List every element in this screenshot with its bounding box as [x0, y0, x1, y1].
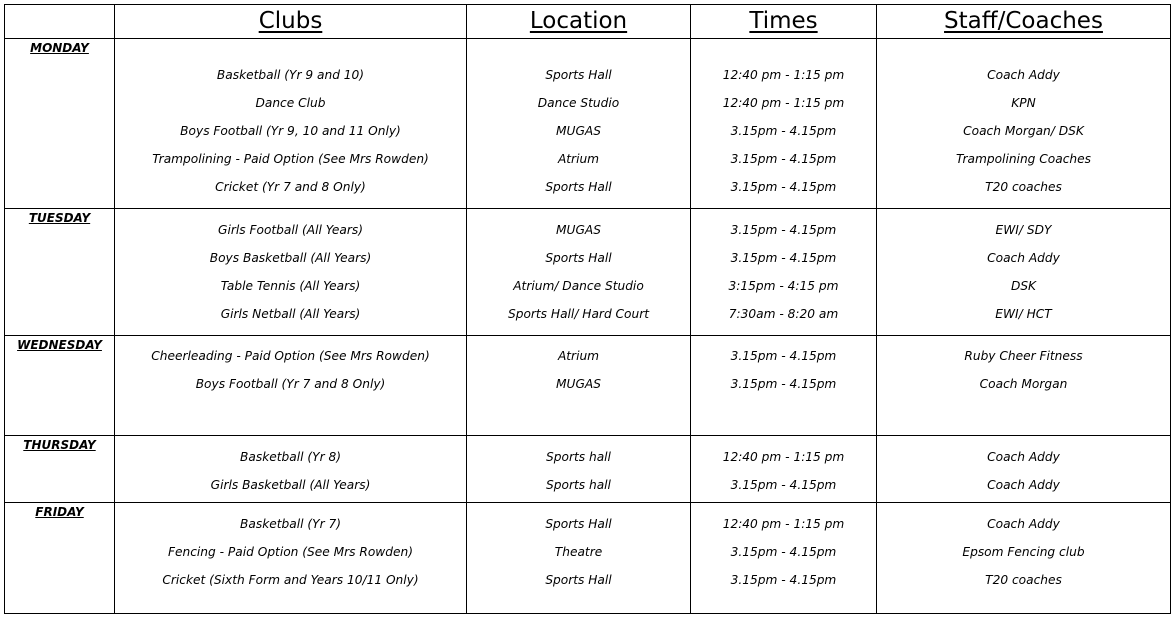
times-list: [691, 436, 876, 499]
clubs-column-cell: [115, 503, 467, 614]
clubs-column-cell: [115, 336, 467, 436]
staff-cell: Coach Morgan/ DSK: [963, 124, 1084, 138]
times-column-cell: [691, 503, 877, 614]
locations-column-cell: [467, 39, 691, 209]
time-cell: 3.15pm - 4.15pm: [730, 180, 837, 194]
club-cell: Boys Football (Yr 9, 10 and 11 Only): [180, 124, 401, 138]
locations-column-cell: [467, 436, 691, 503]
day-label: THURSDAY: [5, 436, 115, 503]
time-cell: 12:40 pm - 1:15 pm: [722, 517, 845, 531]
staff-cell: Coach Addy: [987, 251, 1060, 265]
time-cell: 3:15pm - 4:15 pm: [728, 279, 839, 293]
location-cell: Sports Hall/ Hard Court: [507, 307, 650, 321]
staff-list: [877, 336, 1170, 398]
location-cell: Sports Hall: [545, 180, 612, 194]
staff-cell: T20 coaches: [985, 180, 1062, 194]
club-cell: Girls Netball (All Years): [220, 307, 361, 321]
location-cell: MUGAS: [556, 124, 601, 138]
location-cell: MUGAS: [556, 223, 601, 237]
staff-cell: EWI/ HCT: [995, 307, 1052, 321]
locations-column-cell: [467, 503, 691, 614]
location-cell: Sports Hall: [545, 251, 612, 265]
day-row-wednesday: [5, 336, 1171, 436]
club-cell: Boys Basketball (All Years): [209, 251, 372, 265]
locations-list: [467, 209, 690, 328]
staff-cell: Coach Morgan: [979, 377, 1068, 391]
locations-column-cell: [467, 336, 691, 436]
staff-list: [877, 39, 1170, 201]
time-cell: 12:40 pm - 1:15 pm: [722, 450, 845, 464]
staff-cell: Coach Addy: [987, 68, 1060, 82]
locations-list: [467, 436, 690, 499]
location-cell: Atrium/ Dance Studio: [513, 279, 644, 293]
times-list: [691, 39, 876, 201]
locations-list: [467, 336, 690, 398]
staff-column-cell: [877, 336, 1171, 436]
clubs-column-cell: [115, 436, 467, 503]
club-cell: Cheerleading - Paid Option (See Mrs Rowden): [151, 349, 430, 363]
location-cell: Atrium: [557, 152, 600, 166]
club-schedule-table: [4, 4, 1170, 613]
day-row-thursday: [5, 436, 1171, 503]
location-cell: Atrium: [557, 349, 600, 363]
club-cell: Table Tennis (All Years): [220, 279, 361, 293]
staff-cell: Trampolining Coaches: [956, 152, 1091, 166]
time-cell: 3.15pm - 4.15pm: [730, 573, 837, 587]
club-cell: Girls Football (All Years): [218, 223, 363, 237]
time-cell: 3.15pm - 4.15pm: [730, 349, 837, 363]
staff-list: [877, 503, 1170, 594]
club-cell: Girls Basketball (All Years): [210, 478, 371, 492]
location-cell: Theatre: [554, 545, 603, 559]
clubs-column-header: Clubs: [115, 5, 467, 39]
staff-cell: T20 coaches: [985, 573, 1062, 587]
day-row-friday: [5, 503, 1171, 614]
staff-cell: Epsom Fencing club: [962, 545, 1085, 559]
staff-column-cell: [877, 503, 1171, 614]
header-row: [5, 5, 1171, 39]
club-cell: Fencing - Paid Option (See Mrs Rowden): [167, 545, 413, 559]
time-cell: 3.15pm - 4.15pm: [730, 545, 837, 559]
clubs-list: [115, 39, 466, 201]
staff-cell: Coach Addy: [987, 450, 1060, 464]
clubs-list: [115, 336, 466, 398]
staff-cell: Ruby Cheer Fitness: [964, 349, 1083, 363]
time-cell: 12:40 pm - 1:15 pm: [722, 96, 845, 110]
time-cell: 3.15pm - 4.15pm: [730, 223, 837, 237]
time-cell: 3.15pm - 4.15pm: [730, 478, 837, 492]
staff-cell: Coach Addy: [987, 478, 1060, 492]
club-cell: Trampolining - Paid Option (See Mrs Rowden): [152, 152, 429, 166]
staff-cell: Coach Addy: [987, 517, 1060, 531]
club-cell: Basketball (Yr 7): [240, 517, 341, 531]
club-cell: Cricket (Yr 7 and 8 Only): [215, 180, 366, 194]
time-cell: 12:40 pm - 1:15 pm: [722, 68, 845, 82]
clubs-list: [115, 503, 466, 594]
times-column-cell: [691, 336, 877, 436]
times-column-cell: [691, 39, 877, 209]
time-cell: 3.15pm - 4.15pm: [730, 124, 837, 138]
times-list: [691, 336, 876, 398]
times-list: [691, 209, 876, 328]
staff-column-cell: [877, 209, 1171, 336]
clubs-column-cell: [115, 209, 467, 336]
location-cell: Dance Studio: [537, 96, 620, 110]
location-column-header: Location: [467, 5, 691, 39]
day-label: WEDNESDAY: [5, 336, 115, 436]
location-cell: Sports hall: [546, 478, 611, 492]
location-cell: Sports Hall: [545, 573, 612, 587]
staff-list: [877, 436, 1170, 499]
times-list: [691, 503, 876, 594]
location-cell: Sports hall: [546, 450, 611, 464]
club-cell: Boys Football (Yr 7 and 8 Only): [195, 377, 386, 391]
day-row-monday: [5, 39, 1171, 209]
staff-column-cell: [877, 436, 1171, 503]
times-column-cell: [691, 436, 877, 503]
locations-column-cell: [467, 209, 691, 336]
clubs-column-cell: [115, 39, 467, 209]
staff-column-cell: [877, 39, 1171, 209]
day-label: MONDAY: [5, 39, 115, 209]
staff-cell: EWI/ SDY: [995, 223, 1052, 237]
staff-cell: KPN: [1011, 96, 1036, 110]
time-cell: 3.15pm - 4.15pm: [730, 152, 837, 166]
day-row-tuesday: [5, 209, 1171, 336]
staff-list: [877, 209, 1170, 328]
times-column-header: Times: [691, 5, 877, 39]
times-column-cell: [691, 209, 877, 336]
club-cell: Cricket (Sixth Form and Years 10/11 Only): [162, 573, 419, 587]
locations-list: [467, 503, 690, 594]
day-column-header: [5, 5, 115, 39]
day-label: FRIDAY: [5, 503, 115, 614]
club-cell: Basketball (Yr 9 and 10): [216, 68, 365, 82]
time-cell: 7:30am - 8:20 am: [728, 307, 839, 321]
club-cell: Basketball (Yr 8): [240, 450, 341, 464]
club-cell: Dance Club: [255, 96, 326, 110]
location-cell: Sports Hall: [545, 68, 612, 82]
locations-list: [467, 39, 690, 201]
time-cell: 3.15pm - 4.15pm: [730, 251, 837, 265]
clubs-list: [115, 209, 466, 328]
location-cell: Sports Hall: [545, 517, 612, 531]
clubs-list: [115, 436, 466, 499]
staff-column-header: Staff/Coaches: [877, 5, 1171, 39]
time-cell: 3.15pm - 4.15pm: [730, 377, 837, 391]
day-label: TUESDAY: [5, 209, 115, 336]
location-cell: MUGAS: [556, 377, 601, 391]
staff-cell: DSK: [1010, 279, 1037, 293]
